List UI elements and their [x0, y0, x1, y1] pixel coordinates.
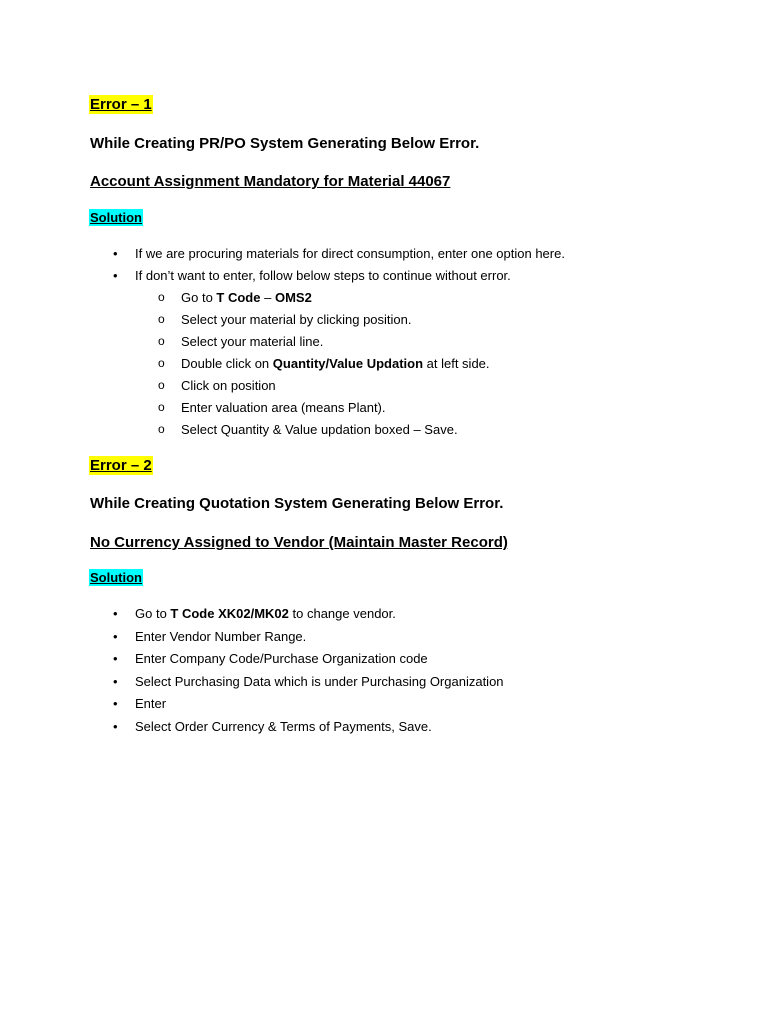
solution-1-bullet-2: If don’t want to enter, follow below steps to continue without error. [135, 268, 511, 283]
bullet-icon: • [113, 268, 118, 283]
error-1-message: Account Assignment Mandatory for Material 44067 [90, 173, 451, 190]
step-4: Double click on Quantity/Value Updation at left side. [181, 356, 490, 371]
bullet-icon: • [113, 696, 118, 711]
step-3: Select your material line. [181, 334, 324, 349]
step-2: Select your material by clicking position. [181, 312, 412, 327]
step-7: Select Quantity & Value updation boxed – Save. [181, 422, 458, 437]
solution-1-label: Solution [90, 210, 142, 225]
circle-bullet-icon: o [158, 312, 165, 326]
solution-2-label: Solution [90, 570, 142, 585]
bullet-icon: • [113, 629, 118, 644]
bullet-icon: • [113, 246, 118, 261]
circle-bullet-icon: o [158, 422, 165, 436]
error-1-label: Error – 1 [90, 96, 152, 113]
bullet-icon: • [113, 651, 118, 666]
bullet-icon: • [113, 719, 118, 734]
circle-bullet-icon: o [158, 290, 165, 304]
solution-2-bullet-1: Go to T Code XK02/MK02 to change vendor. [135, 606, 396, 621]
solution-2-bullet-5: Enter [135, 696, 167, 711]
solution-2-bullet-2: Enter Vendor Number Range. [135, 629, 307, 644]
step-5: Click on position [181, 378, 276, 393]
step-6: Enter valuation area (means Plant). [181, 400, 386, 415]
error-2-message: No Currency Assigned to Vendor (Maintain Master Record) [90, 534, 508, 551]
solution-1-bullet-1: If we are procuring materials for direct consumption, enter one option here. [135, 246, 565, 261]
solution-2-bullet-3: Enter Company Code/Purchase Organization code [135, 651, 428, 666]
step-1: Go to T Code – OMS2 [181, 290, 312, 305]
solution-2-bullet-6: Select Order Currency & Terms of Payments, Save. [135, 719, 432, 734]
error-1-heading: While Creating PR/PO System Generating Below Error. [90, 135, 480, 152]
error-2-heading: While Creating Quotation System Generating Below Error. [90, 495, 504, 512]
error-2-label: Error – 2 [90, 457, 152, 474]
circle-bullet-icon: o [158, 378, 165, 392]
circle-bullet-icon: o [158, 334, 165, 348]
circle-bullet-icon: o [158, 400, 165, 414]
bullet-icon: • [113, 606, 118, 621]
circle-bullet-icon: o [158, 356, 165, 370]
solution-2-bullet-4: Select Purchasing Data which is under Purchasing Organization [135, 674, 504, 689]
bullet-icon: • [113, 674, 118, 689]
